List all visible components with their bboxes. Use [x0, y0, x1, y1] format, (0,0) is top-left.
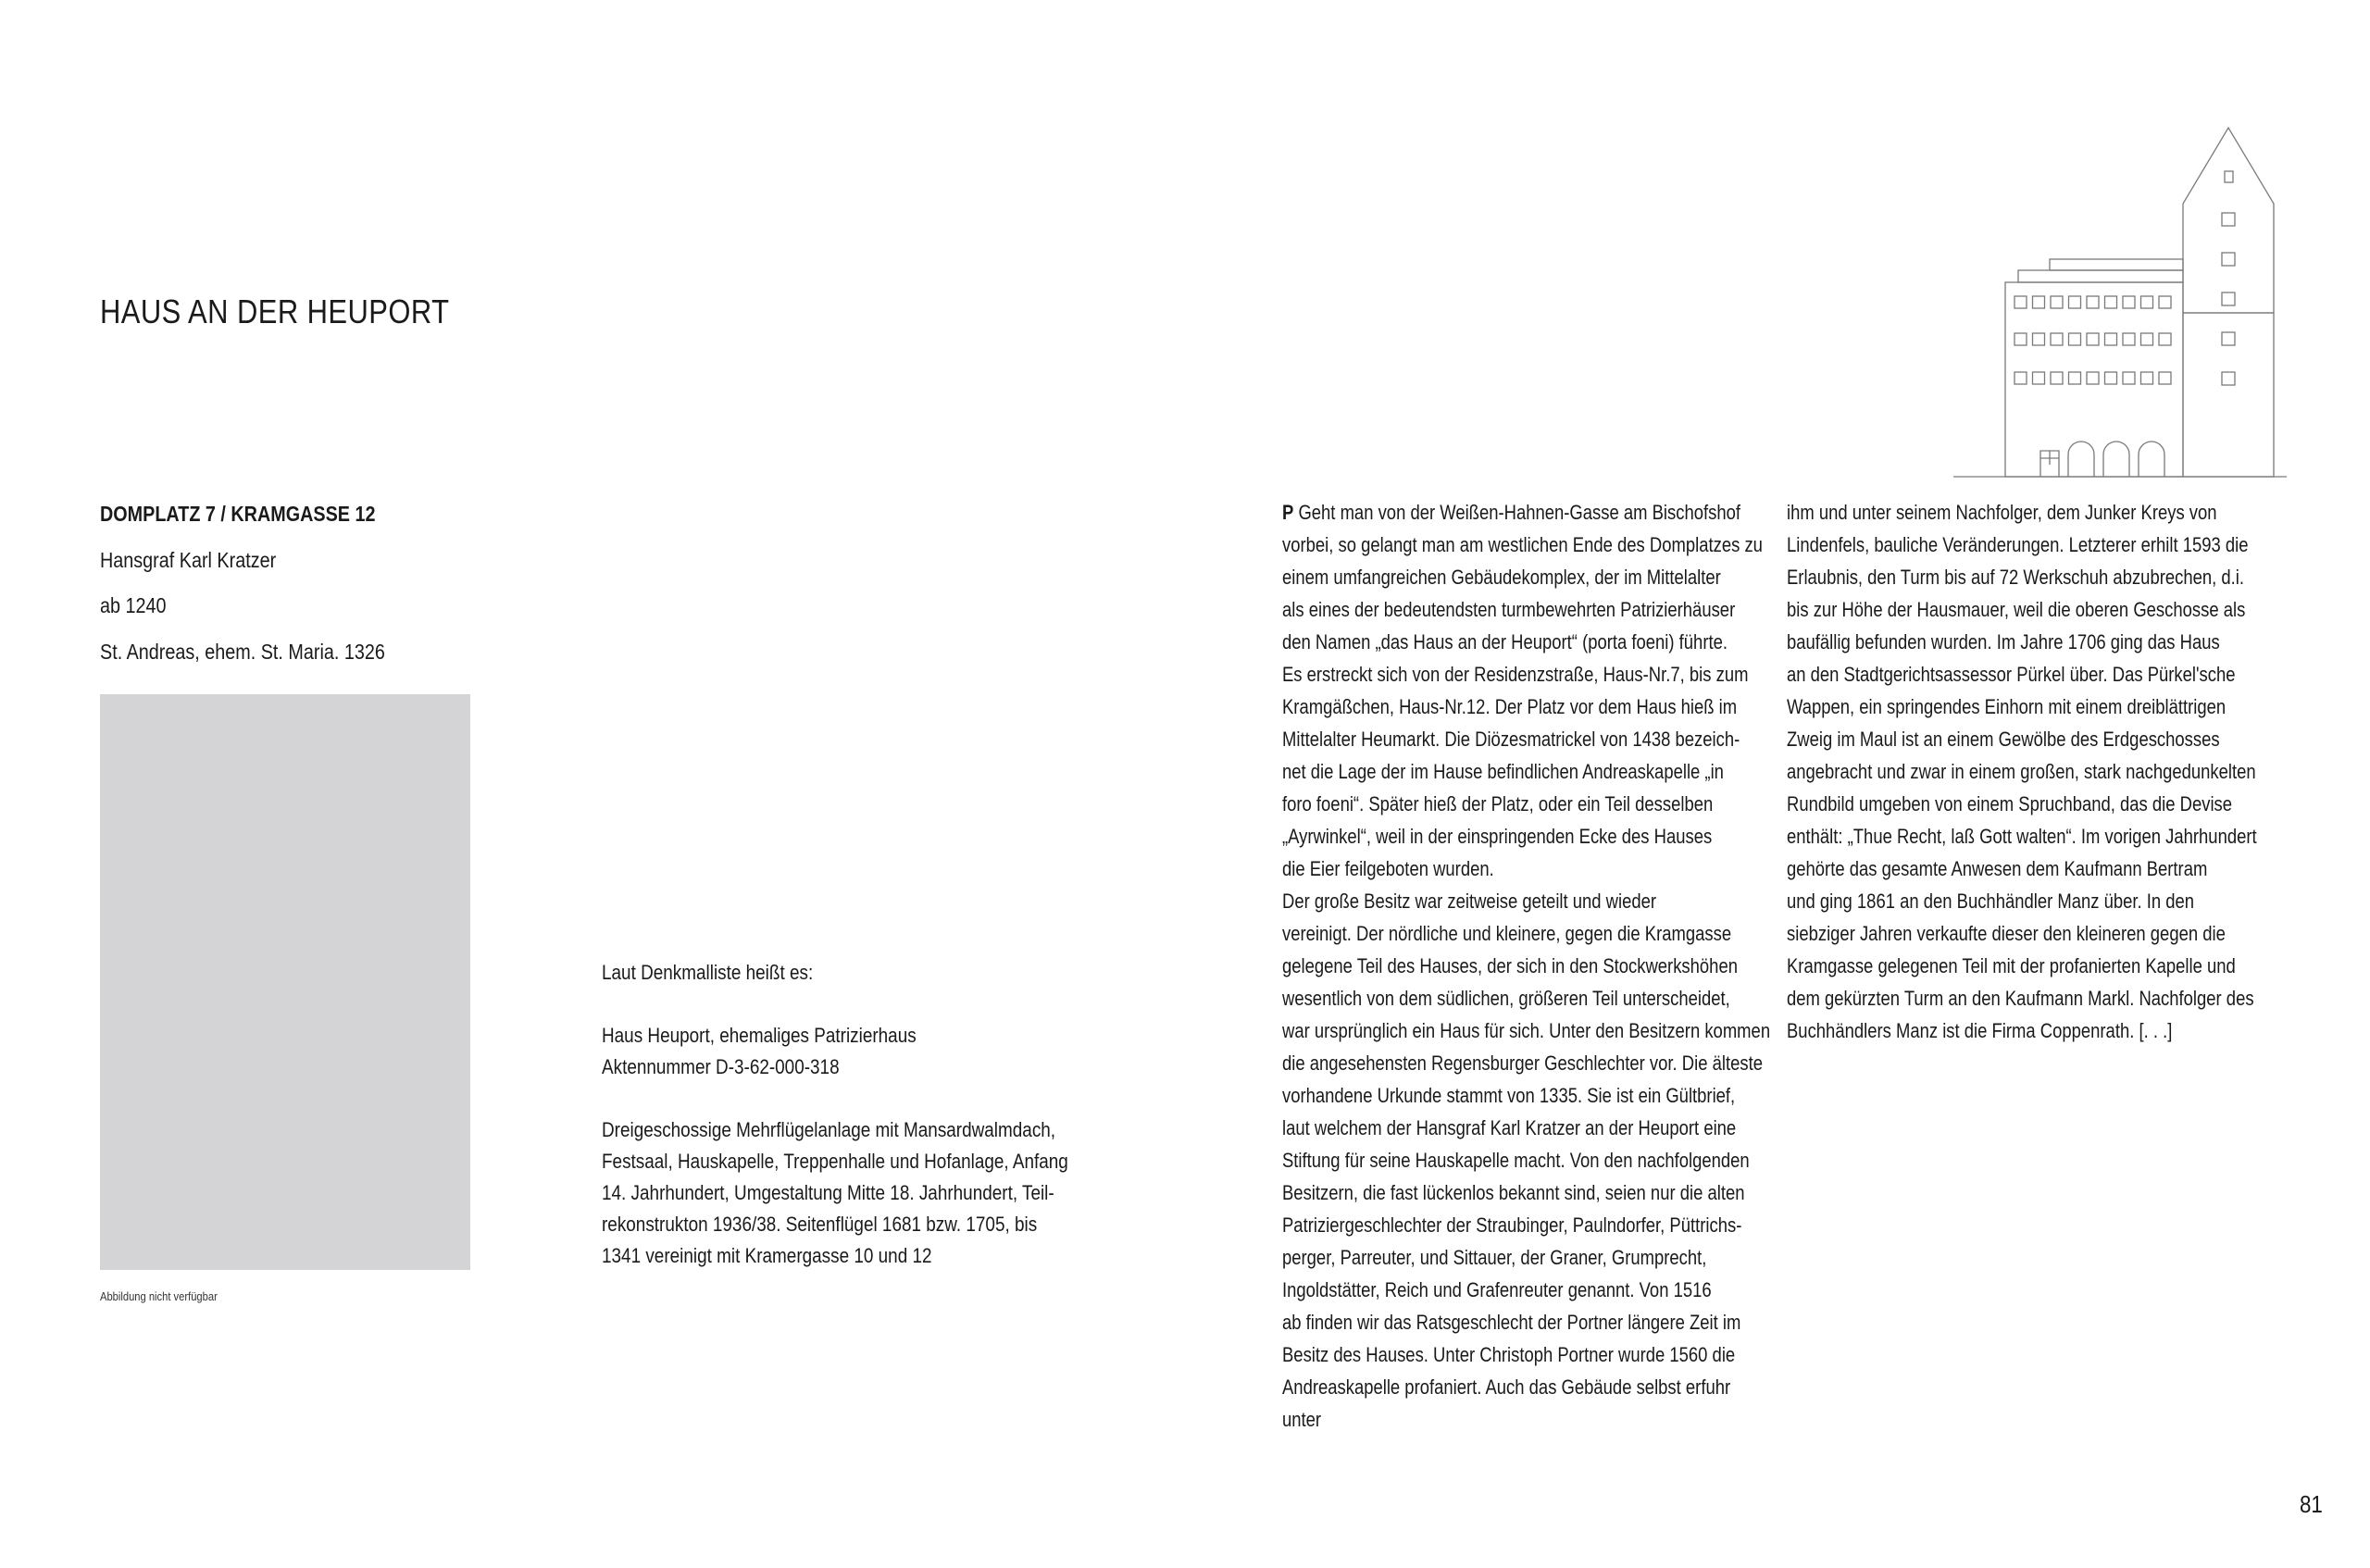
image-placeholder — [100, 694, 470, 1270]
drop-cap: P — [1282, 501, 1294, 524]
body-text-line: die angesehensten Regensburger Geschlechter vor. Die älteste — [1282, 1052, 1763, 1075]
building-window — [2087, 372, 2099, 384]
building-window — [2141, 333, 2153, 345]
body-text-line: net die Lage der im Hause befindlichen Andreaskapelle „in — [1282, 760, 1724, 783]
body-text-line: vorbei, so gelangt man am westlichen Ende des Domplatzes zu — [1282, 533, 1763, 556]
body-text-line: einem umfangreichen Gebäudekomplex, der im Mittelalter — [1282, 566, 1721, 589]
page-number: 81 — [2300, 1490, 2323, 1518]
body-text-line: Der große Besitz war zeitweise geteilt und wieder — [1282, 890, 1657, 913]
body-column-1 — [1282, 496, 1770, 1436]
body-text-line: Rundbild umgeben von einem Spruchband, das die Devise — [1787, 792, 2233, 815]
body-text-line: enthält: „Thue Recht, laß Gott walten“. Im vorigen Jahrhundert — [1787, 825, 2257, 848]
building-window — [2105, 333, 2117, 345]
description-line: 14. Jahrhundert, Umgestaltung Mitte 18. Jahrhundert, Teil- — [602, 1181, 1054, 1204]
body-text-line: baufällig befunden wurden. Im Jahre 1706 ging das Haus — [1787, 630, 2220, 653]
body-text-line: gelegene Teil des Hauses, der sich in den Stockwerkshöhen — [1282, 954, 1738, 977]
church-line: St. Andreas, ehem. St. Maria. 1326 — [100, 640, 385, 664]
building-illustration — [1944, 120, 2296, 491]
body-text-line: dem gekürzten Turm an den Kaufmann Markl. Nachfolger des — [1787, 987, 2254, 1010]
body-text-line: gehörte das gesamte Anwesen dem Kaufmann Bertram — [1787, 857, 2208, 880]
building-window — [2014, 372, 2027, 384]
building-window — [2141, 296, 2153, 308]
building-window — [2051, 333, 2063, 345]
building-window — [2159, 372, 2171, 384]
description-line: Dreigeschossige Mehrflügelanlage mit Mansardwalmdach, — [602, 1118, 1056, 1141]
building-window — [2069, 333, 2081, 345]
building-window — [2159, 333, 2171, 345]
building-window — [2159, 296, 2171, 308]
body-text-line: ab finden wir das Ratsgeschlecht der Portner längere Zeit im — [1282, 1311, 1741, 1334]
body-text-line: Besitz des Hauses. Unter Christoph Portner wurde 1560 die — [1282, 1343, 1736, 1366]
body-text-line: als eines der bedeutendsten turmbewehrten Patrizierhäuser — [1282, 598, 1736, 621]
building-window — [2051, 296, 2063, 308]
body-text-line: Patriziergeschlechter der Straubinger, Paulndorfer, Püttrichs- — [1282, 1213, 1742, 1237]
body-text-line: den Namen „das Haus an der Heuport“ (porta foeni) führte. — [1282, 630, 1728, 653]
body-text-line: Kramgäßchen, Haus-Nr.12. Der Platz vor dem Haus hieß im — [1282, 695, 1738, 718]
building-window — [2033, 372, 2045, 384]
body-text-line: Lindenfels, bauliche Veränderungen. Letzterer erhilt 1593 die — [1787, 533, 2249, 556]
date-line: ab 1240 — [100, 593, 167, 617]
denkmal-name-line: Haus Heuport, ehemaliges Patrizierhaus — [602, 1024, 917, 1047]
body-text-line: Andreaskapelle profaniert. Auch das Gebäude selbst erfuhr — [1282, 1375, 1731, 1399]
body-text-line: siebziger Jahren verkaufte dieser den kleineren gegen die — [1787, 922, 2226, 945]
owner-line: Hansgraf Karl Kratzer — [100, 548, 277, 572]
building-window — [2051, 372, 2063, 384]
body-text-line: Wappen, ein springendes Einhorn mit einem dreiblättrigen — [1787, 695, 2227, 718]
building-window — [2105, 372, 2117, 384]
body-text-line: Ingoldstätter, Reich und Grafenreuter genannt. Von 1516 — [1282, 1278, 1712, 1301]
building-window — [2105, 296, 2117, 308]
building-window — [2087, 296, 2099, 308]
body-text-line: Besitzern, die fast lückenlos bekannt sind, seien nur die alten — [1282, 1181, 1745, 1204]
building-window — [2123, 333, 2135, 345]
body-column-2 — [1787, 496, 2257, 1047]
body-text-line: P Geht man von der Weißen-Hahnen-Gasse am Bischofshof — [1282, 501, 1740, 524]
body-text-line: Erlaubnis, den Turm bis auf 72 Werkschuh abzubrechen, d.i. — [1787, 566, 2244, 589]
body-text-line: vereinigt. Der nördliche und kleinere, gegen die Kramgasse — [1282, 922, 1732, 945]
body-text-line: die Eier feilgeboten wurden. — [1282, 857, 1494, 880]
building-window — [2123, 296, 2135, 308]
body-text-line: Stiftung für seine Hauskapelle macht. Von den nachfolgenden — [1282, 1149, 1750, 1172]
description-line: rekonstrukton 1936/38. Seitenflügel 1681 bzw. 1705, bis — [602, 1213, 1038, 1236]
building-window — [2087, 333, 2099, 345]
body-text-line: ihm und unter seinem Nachfolger, dem Junker Kreys von — [1787, 501, 2217, 524]
building-window — [2033, 296, 2045, 308]
body-text-line: bis zur Höhe der Hausmauer, weil die oberen Geschosse als — [1787, 598, 2246, 621]
denkmalliste-intro: Laut Denkmalliste heißt es: — [602, 961, 814, 984]
building-window — [2014, 296, 2027, 308]
denkmalliste-block — [602, 957, 1068, 1303]
building-window — [2014, 333, 2027, 345]
body-text-line: unter — [1282, 1408, 1322, 1431]
address-heading: DOMPLATZ 7 / KRAMGASSE 12 — [100, 502, 376, 526]
body-text-line: laut welchem der Hansgraf Karl Kratzer an der Heuport eine — [1282, 1116, 1737, 1139]
image-caption: Abbildung nicht verfügbar — [100, 1289, 218, 1303]
description-line: 1341 vereinigt mit Kramergasse 10 und 12 — [602, 1244, 932, 1267]
body-text-line: Mittelalter Heumarkt. Die Diözesmatrickel von 1438 bezeich- — [1282, 728, 1740, 751]
description-line: Festsaal, Hauskapelle, Treppenhalle und Hofanlage, Anfang — [602, 1150, 1068, 1173]
denkmalliste-description — [602, 1114, 1068, 1272]
body-text-line: perger, Parreuter, und Sittauer, der Graner, Grumprecht, — [1282, 1246, 1707, 1269]
body-text-line: Buchhändlers Manz ist die Firma Coppenrath. [. . .] — [1787, 1019, 2173, 1042]
body-text-line: Zweig im Maul ist an einem Gewölbe des Erdgeschosses — [1787, 728, 2220, 751]
building-window — [2069, 372, 2081, 384]
body-text-line: wesentlich von dem südlichen, größeren Teil unterscheidet, — [1282, 987, 1730, 1010]
building-window — [2123, 372, 2135, 384]
body-text-line: und ging 1861 an den Buchhändler Manz über. In den — [1787, 890, 2195, 913]
denkmal-number-line: Aktennummer D-3-62-000-318 — [602, 1055, 840, 1078]
building-window — [2033, 333, 2045, 345]
body-text-line: Kramgasse gelegenen Teil mit der profanierten Kapelle und — [1787, 954, 2236, 977]
building-window — [2069, 296, 2081, 308]
body-text-line: foro foeni“. Später hieß der Platz, oder ein Teil desselben — [1282, 792, 1714, 815]
body-text-line: vorhandene Urkunde stammt von 1335. Sie ist ein Gültbrief, — [1282, 1084, 1736, 1107]
denkmalliste-name — [602, 1020, 1016, 1083]
body-text-line: an den Stadtgerichtsassessor Pürkel über. Das Pürkel'sche — [1787, 663, 2236, 686]
building-window — [2141, 372, 2153, 384]
body-text-line: war ursprünglich ein Haus für sich. Unter den Besitzern kommen — [1282, 1019, 1771, 1042]
body-text-line: „Ayrwinkel“, weil in der einspringenden Ecke des Hauses — [1282, 825, 1713, 848]
body-text-line: angebracht und zwar in einem großen, stark nachgedunkelten — [1787, 760, 2256, 783]
page-title: HAUS AN DER HEUPORT — [100, 292, 450, 330]
body-text-line: Es erstreckt sich von der Residenzstraße, Haus-Nr.7, bis zum — [1282, 663, 1749, 686]
